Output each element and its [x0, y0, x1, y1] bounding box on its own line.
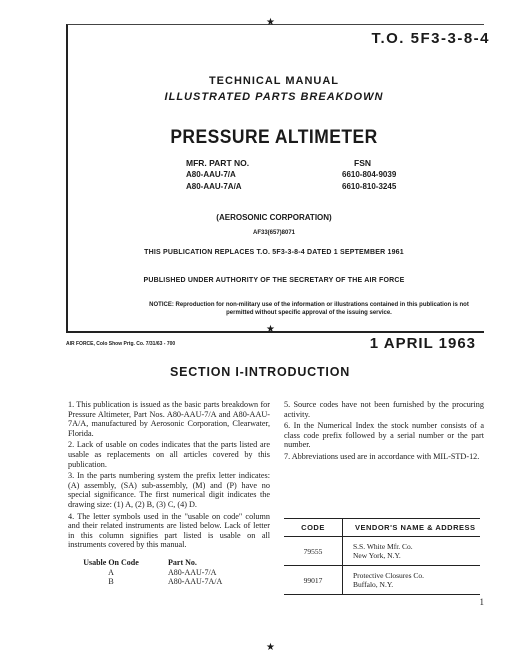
fsn-column — [342, 157, 396, 193]
printer-line: AIR FORCE, Colo Show Prtg. Co. 7/31/63 - 700 — [66, 341, 176, 347]
vendor-address — [343, 566, 481, 595]
vendor-address — [343, 537, 481, 566]
paragraph: 1. This publication is issued as the basic parts breakdown for Pressure Altimeter, Part Nos. A80-AAU-7/A and A80-AAU-7A/A, manufactured by Aerosonic Corporation, Clearwater, Florida. — [68, 400, 270, 438]
table-row — [68, 568, 270, 578]
vendor-name: Protective Closures Co. — [353, 571, 425, 580]
left-column — [68, 400, 270, 552]
publication-date: 1 APRIL 1963 — [369, 335, 476, 352]
notice: NOTICE: Reproduction for non-military use of the information or illustrations contained in this publication is not permitted without specific approval of the issuing service. — [149, 302, 469, 316]
paragraph: 7. Abbreviations used are in accordance with MIL-STD-12. — [284, 451, 480, 461]
page-number: 1 — [479, 597, 484, 607]
vendor-code: 99017 — [284, 566, 343, 595]
authority-statement: PUBLISHED UNDER AUTHORITY OF THE SECRETARY OF THE AIR FORCE — [143, 277, 405, 284]
fsn-header: FSN — [354, 158, 371, 168]
table-row — [68, 577, 270, 587]
star-icon: ★ — [266, 324, 275, 335]
paragraph: 3. In the parts numbering system the prefix letter indicates: (A) assembly, (SA) sub-assembly, (M) and (P) have no special significance. The first numerical digit indicates the drawing size: (1) A, (2) B, (3) C, (4) D. — [68, 471, 270, 509]
vendor-name-header: VENDOR'S NAME & ADDRESS — [343, 519, 481, 537]
table-header — [284, 519, 480, 537]
right-column — [284, 400, 484, 464]
fsn-value: 6610-804-9039 — [342, 170, 397, 179]
vendor-city: Buffalo, N.Y. — [353, 580, 394, 589]
part-number: A80-AAU-7/A — [186, 170, 236, 179]
manual-title: TECHNICAL MANUAL — [208, 75, 340, 87]
main-title: PRESSURE ALTIMETER — [170, 127, 378, 148]
usable-code-header: Usable On Code — [83, 558, 139, 567]
contract-number: AF33(657)8071 — [252, 230, 296, 236]
section-title: SECTION I-INTRODUCTION — [169, 365, 351, 379]
usable-code: A — [108, 567, 114, 577]
replaces-statement: THIS PUBLICATION REPLACES T.O. 5F3-3-8-4 DATED 1 SEPTEMBER 1961 — [144, 249, 404, 256]
star-icon: ★ — [266, 642, 275, 653]
to-number: T.O. 5F3-3-8-4 — [371, 30, 490, 47]
paragraph: 6. In the Numerical Index the stock number consists of a class code prefix followed by a serial number or the part number. — [284, 421, 484, 450]
manual-subtitle: ILLUSTRATED PARTS BREAKDOWN — [164, 91, 384, 103]
usable-part: A80-AAU-7/A — [168, 567, 217, 577]
paragraph: 4. The letter symbols used in the "usable on code" column and their related instruments are listed below. Lack of letter in this column signifies part listed is usable on all instruments covered by this manual. — [68, 511, 270, 550]
part-number-header: MFR. PART NO. — [186, 158, 250, 168]
table-row — [284, 566, 480, 595]
vendor-name: S.S. White Mfr. Co. — [353, 542, 413, 551]
corporation: (AEROSONIC CORPORATION) — [216, 213, 332, 222]
cover-box — [66, 24, 484, 333]
part-no-header: Part No. — [168, 558, 197, 567]
vendor-code: 79555 — [284, 537, 343, 566]
usable-on-code-table — [68, 558, 270, 587]
part-number-column — [186, 157, 249, 193]
vendor-code-header: CODE — [284, 519, 343, 537]
table-header — [68, 558, 270, 568]
table-row — [284, 537, 480, 566]
paragraph: 5. Source codes have not been furnished by the procuring activity. — [284, 400, 484, 419]
vendor-city: New York, N.Y. — [353, 551, 401, 560]
paragraph: 2. Lack of usable on codes indicates that the parts listed are usable as replacements on all articles covered by this publication. — [68, 440, 270, 469]
part-number: A80-AAU-7A/A — [186, 182, 242, 191]
vendor-table — [284, 518, 480, 595]
usable-code: B — [108, 577, 114, 586]
fsn-value: 6610-810-3245 — [342, 182, 397, 191]
usable-part: A80-AAU-7A/A — [168, 577, 223, 586]
star-icon: ★ — [266, 17, 275, 28]
